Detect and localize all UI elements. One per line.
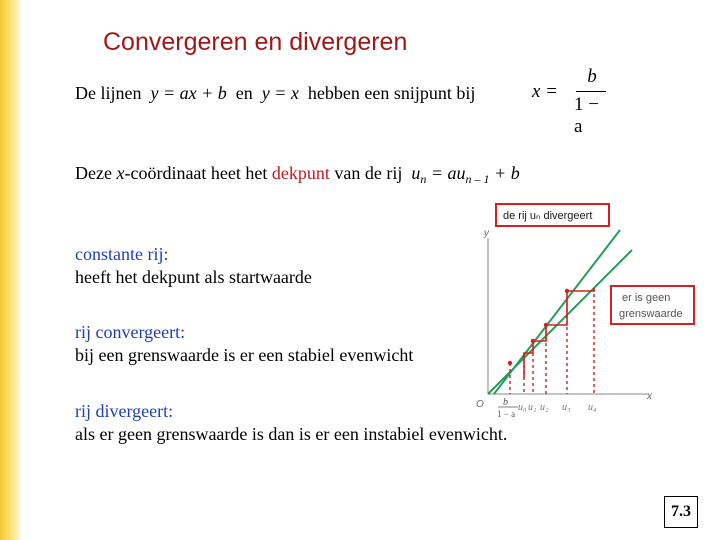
intro-eq2: y = x	[261, 83, 299, 103]
dekpunt-middle: -coördinaat heet het	[124, 163, 268, 183]
section-heading-converges: rij convergeert:	[75, 322, 186, 342]
section-heading-diverges: rij divergeert:	[75, 401, 174, 421]
cobweb-svg	[462, 200, 710, 424]
formula-lhs: x =	[532, 81, 559, 102]
formula-denominator: 1 − a	[574, 94, 599, 137]
recurrence-n-minus-1: n – 1	[465, 172, 490, 186]
slide-title: Convergeren en divergeren	[103, 28, 408, 56]
cobweb-diagram	[462, 200, 710, 424]
section-text-diverges: als er geen grenswaarde is dan is er een instabiel evenwicht.	[75, 424, 508, 444]
origin-label: O	[476, 399, 484, 410]
intro-prefix: De lijnen	[75, 83, 142, 103]
point-u3	[565, 289, 569, 293]
point-u1	[531, 339, 535, 343]
fixed-point-dot	[508, 361, 512, 365]
x-axis-label: x	[647, 391, 652, 402]
recurrence-eq: = au	[430, 163, 466, 183]
recurrence-u: u	[411, 163, 421, 183]
fixed-point-den: 1 − a	[497, 409, 516, 419]
intro-line	[75, 83, 475, 104]
dashed-drops	[510, 288, 594, 394]
dekpunt-term: dekpunt	[271, 163, 330, 183]
tick-u1: u₁	[528, 402, 537, 413]
formula-numerator: b	[587, 66, 597, 87]
fixed-point-num: b	[503, 397, 508, 408]
section-text-constant: heeft het dekpunt als startwaarde	[75, 267, 312, 287]
tick-u0: u₀	[518, 402, 527, 413]
dekpunt-x: x	[116, 163, 125, 183]
recurrence-plus-b: + b	[494, 163, 520, 183]
point-u2	[544, 323, 548, 327]
y-axis-label: y	[484, 228, 489, 239]
side-accent-bar	[0, 0, 20, 540]
fixed-point-formula	[532, 66, 608, 137]
intro-en: en	[235, 83, 253, 103]
section-text-converges: bij een grenswaarde is er een stabiel evenwicht	[75, 345, 414, 365]
line-y-equals-ax-plus-b	[494, 230, 620, 394]
intro-eq1: y = ax + b	[150, 83, 227, 103]
no-limit-label-2: grenswaarde	[619, 308, 683, 320]
recurrence-n: n	[420, 172, 427, 186]
dekpunt-prefix: Deze	[75, 163, 112, 183]
divergence-label: de rij uₙ divergeert	[503, 210, 593, 222]
dekpunt-line	[75, 163, 520, 184]
tick-u3: u₃	[562, 402, 571, 413]
tick-u4: u₄	[588, 402, 597, 413]
cobweb-staircase	[524, 288, 594, 378]
section-heading-constant: constante rij:	[75, 244, 169, 264]
page-number-badge: 7.3	[664, 496, 698, 528]
dekpunt-after: van de rij	[334, 163, 403, 183]
no-limit-label-1: er is geen	[622, 292, 671, 304]
fraction-bar	[576, 91, 606, 92]
tick-u2: u₂	[540, 402, 549, 413]
intro-suffix: hebben een snijpunt bij	[307, 83, 476, 103]
cobweb-path	[524, 288, 594, 378]
